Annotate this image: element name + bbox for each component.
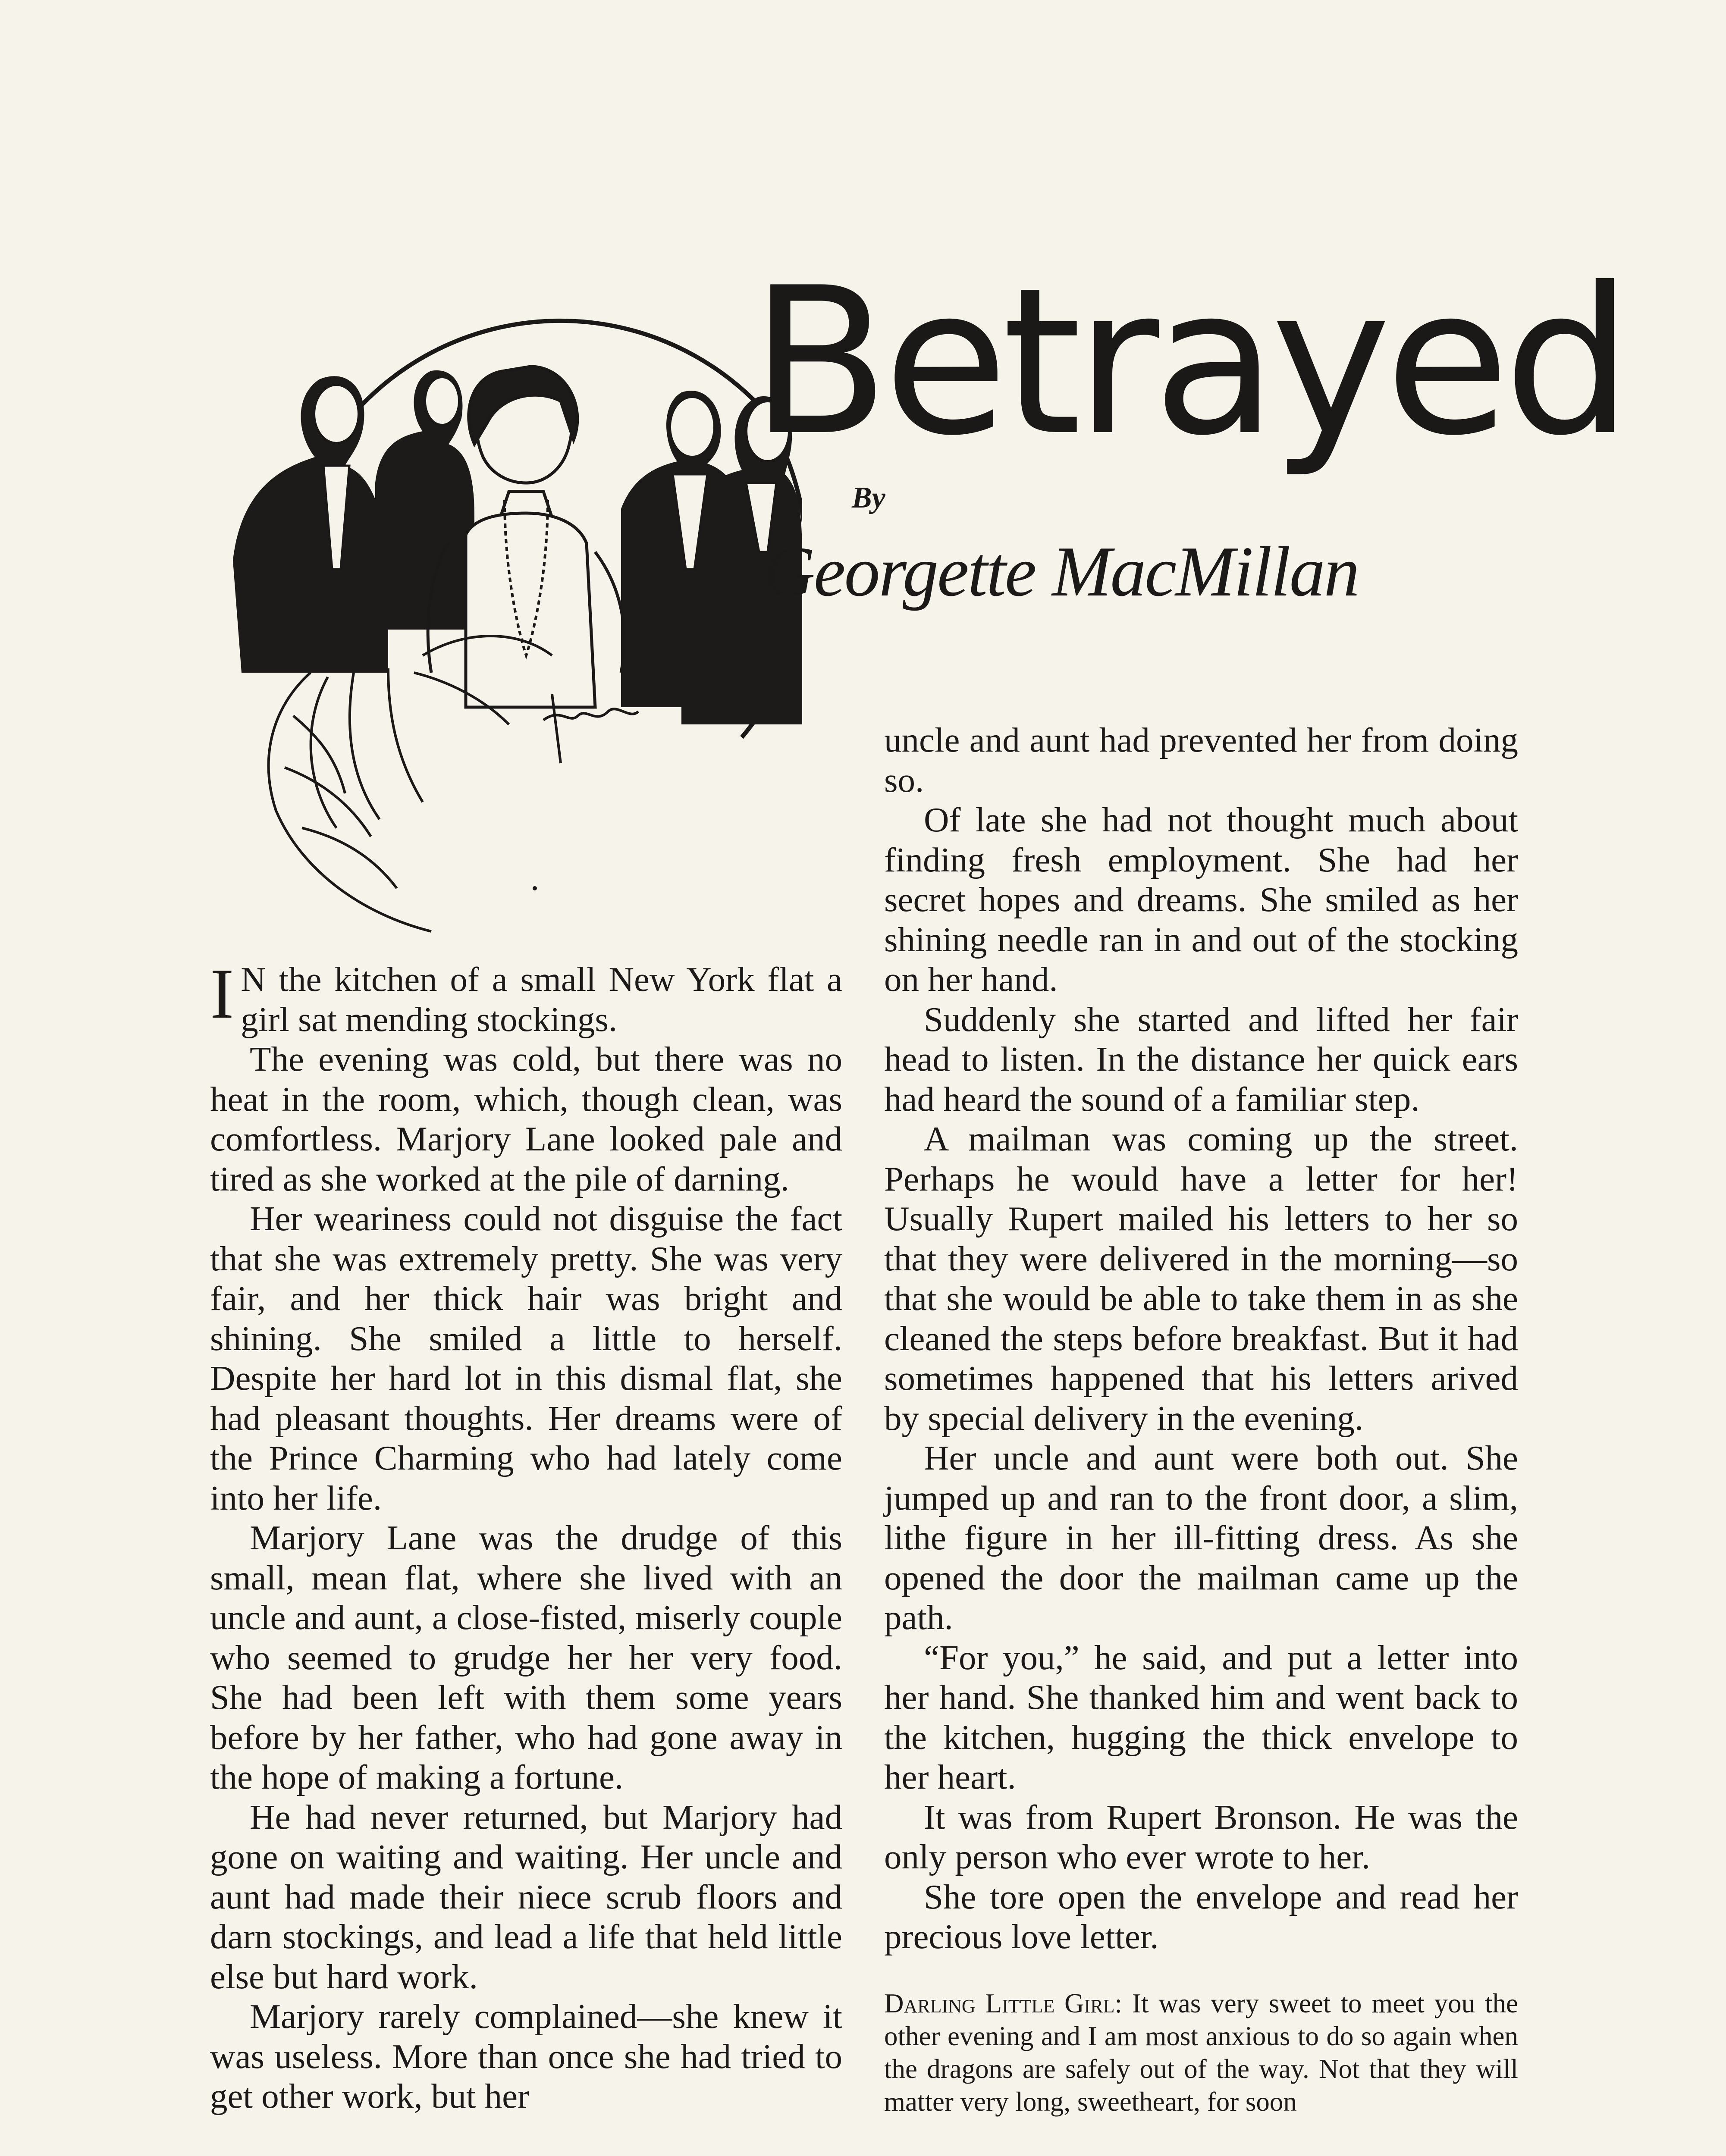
opening-paragraph <box>210 954 842 1039</box>
body-paragraph: Her uncle and aunt were both out. She jumped up and ran to the front door, a slim, lithe figure in her ill-fitting dress. As she opened the door the mailman came up the path. <box>884 1438 1518 1637</box>
story-illustration <box>207 241 802 957</box>
body-paragraph: Of late she had not thought much about finding fresh employment. She had her secret hopes and dreams. She smiled as her shining needle ran in and out of the stocking on her hand. <box>884 800 1518 999</box>
body-paragraph: Suddenly she started and lifted her fair head to listen. In the distance her quick ears had heard the sound of a familiar step. <box>884 1000 1518 1119</box>
story-author: Georgette MacMillan <box>763 532 1359 611</box>
body-paragraph: It was from Rupert Bronson. He was the only person who ever wrote to her. <box>884 1797 1518 1876</box>
body-paragraph: Her weariness could not disguise the fact that she was extremely pretty. She was very fair, and her thick hair was bright and shining. She smiled a little to herself. Despite her hard lot in this dismal flat, she had pleasant thoughts. Her dreams were of the Prince Charming who had lately come into her life. <box>210 1199 842 1517</box>
body-paragraph: “For you,” he said, and put a letter into her hand. She thanked him and went back to the kitchen, hugging the thick envelope to her heart. <box>884 1638 1518 1796</box>
story-title: Betrayed <box>750 244 1626 480</box>
right-column <box>884 720 1518 2118</box>
letter-salutation: Darling Little Girl: <box>884 1988 1123 2018</box>
letter-body: It was very sweet to meet you the other evening and I am most anxious to do so again when the dragons are safely out of the way. Not that they will matter very long, sweetheart, for soon <box>884 1988 1518 2117</box>
body-paragraph: Marjory Lane was the drudge of this small, mean flat, where she lived with an uncle and aunt, a close-fisted, miserly couple who seemed to grudge her her very food. She had been left with them some years before by her father, who had gone away in the hope of making a fortune. <box>210 1518 842 1796</box>
opening-text: N the kitchen of a small New York flat a girl sat mending stockings. <box>241 960 842 1039</box>
love-letter <box>884 1987 1518 2118</box>
body-paragraph: The evening was cold, but there was no heat in the room, which, though clean, was comfortless. Marjory Lane looked pale and tired as she worked at the pile of darning. <box>210 1040 842 1198</box>
continued-paragraph: uncle and aunt had prevented her from doing so. <box>884 721 1518 799</box>
byline-prefix: By <box>852 481 885 514</box>
letter-paragraph <box>884 1987 1518 2118</box>
body-paragraph: A mailman was coming up the street. Perhaps he would have a letter for her! Usually Rupert mailed his letters to her so that they were delivered in the morning—so that she would be able to take them in as she cleaned the steps before breakfast. But it had sometimes happened that his letters arived by special delivery in the evening. <box>884 1119 1518 1438</box>
drop-cap: I <box>210 954 234 1033</box>
left-column <box>210 954 842 2116</box>
body-paragraph: Marjory rarely complained—she knew it was useless. More than once she had tried to get other work, but her <box>210 1997 842 2115</box>
body-paragraph: She tore open the envelope and read her precious love letter. <box>884 1877 1518 1956</box>
body-paragraph: He had never returned, but Marjory had gone on waiting and waiting. Her uncle and aunt had made their niece scrub floors and darn stockings, and lead a life that held little else but hard work. <box>210 1797 842 1996</box>
illustration-drawing <box>207 241 802 957</box>
